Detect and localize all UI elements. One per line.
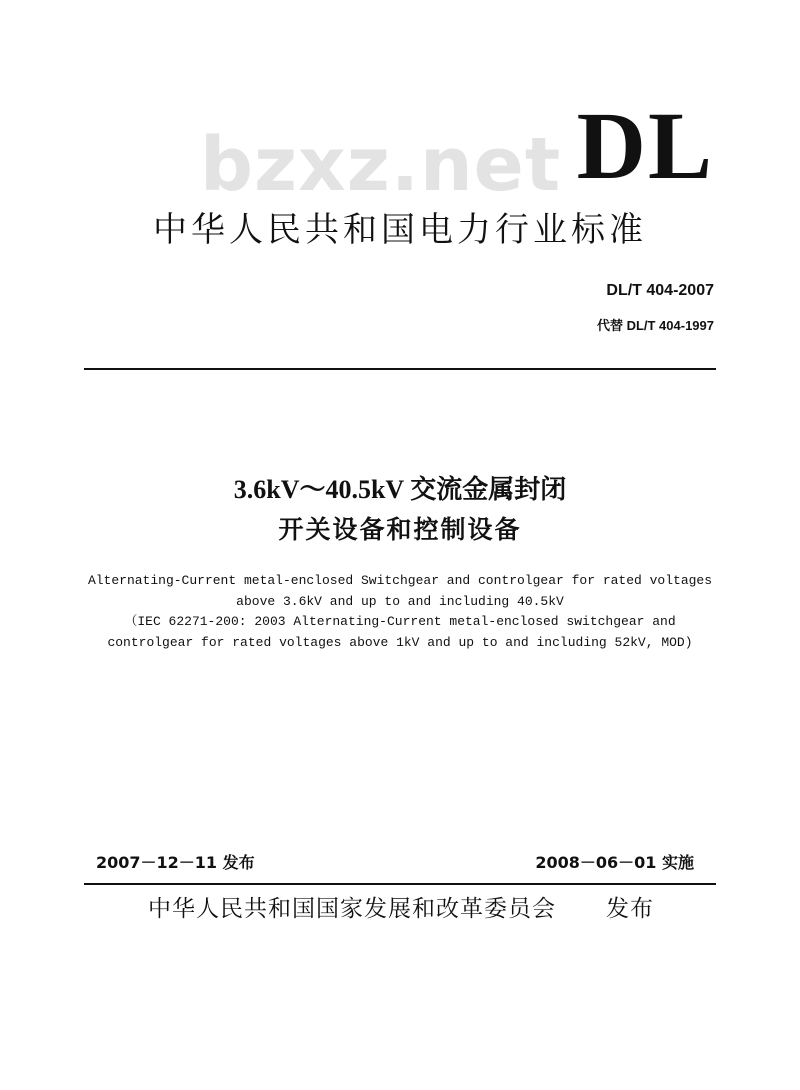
standard-number: DL/T 404-2007: [606, 282, 714, 299]
publisher-name: 中华人民共和国国家发展和改革委员会: [148, 896, 556, 922]
publish-label: 发布: [606, 896, 654, 922]
english-title-line-4: controlgear for rated voltages above 1kV and up to and including 52kV, MOD): [107, 635, 693, 650]
top-divider: [84, 368, 716, 370]
english-title-line-2: above 3.6kV and up to and including 40.5kV: [236, 594, 564, 609]
bottom-divider: [84, 883, 716, 885]
effective-date: 2008－06－01 实施: [535, 853, 694, 872]
english-title-line-1: Alternating-Current metal-enclosed Switchgear and controlgear for rated voltages: [87, 573, 713, 588]
english-title-line-3: （IEC 62271-200: 2003 Alternating-Current metal-enclosed switchgear and: [124, 614, 676, 629]
document-title-line-1: 3.6kV～40.5kV 交流金属封闭: [233, 475, 567, 504]
dl-logo: DL: [576, 92, 714, 199]
industry-standard-title: 中华人民共和国电力行业标准: [153, 210, 647, 250]
watermark: bzxz.net: [200, 122, 562, 208]
document-title-line-2: 开关设备和控制设备: [278, 515, 522, 544]
issue-date: 2007－12－11 发布: [96, 853, 255, 872]
replaces-standard: 代替 DL/T 404-1997: [596, 318, 714, 333]
